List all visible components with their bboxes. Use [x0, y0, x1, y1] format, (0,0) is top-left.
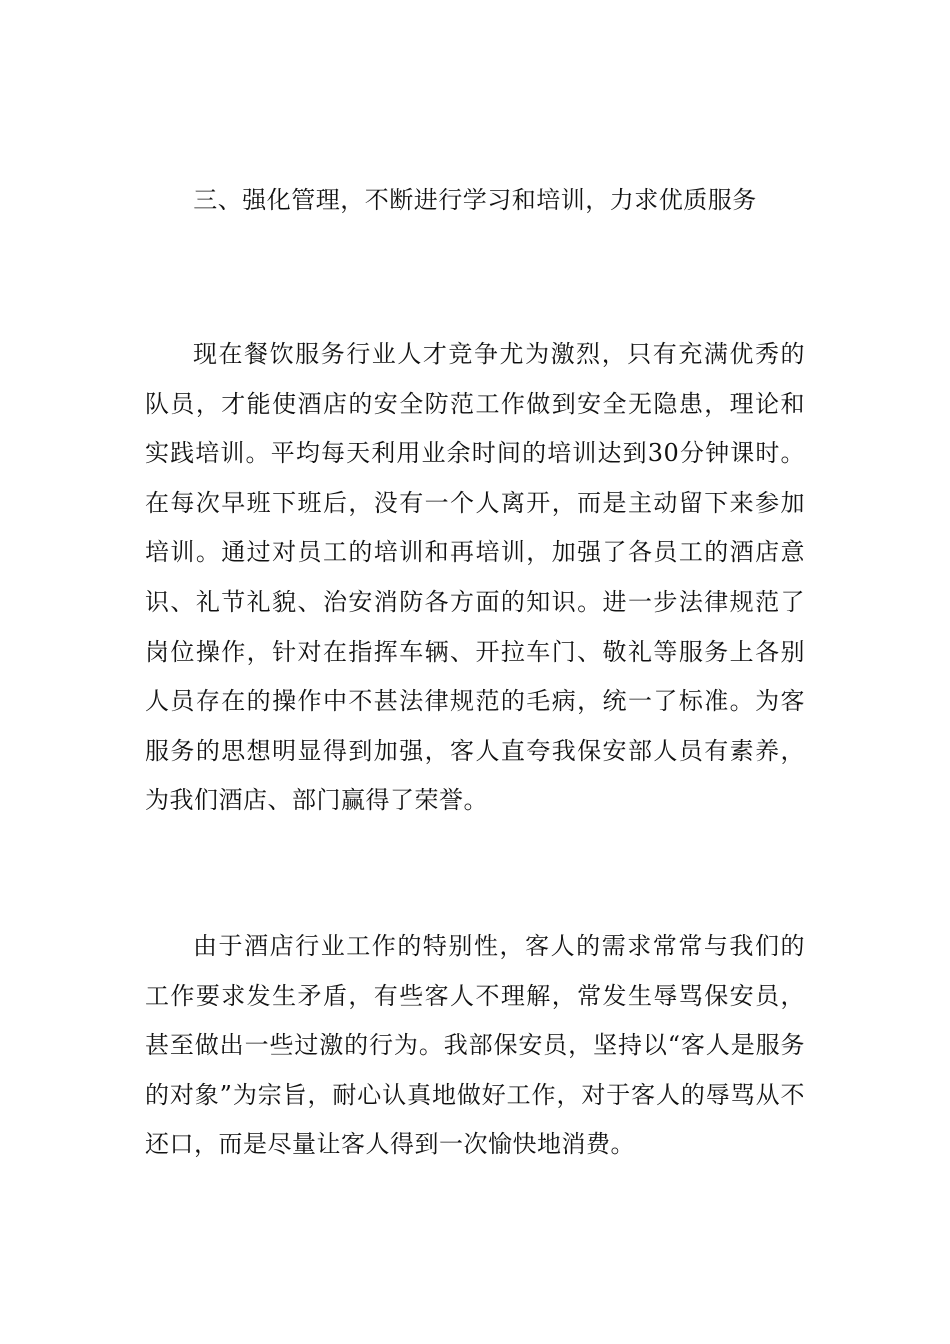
paragraph-customer-conflict: 由于酒店行业工作的特别性，客人的需求常常与我们的工作要求发生矛盾，有些客人不理解，常发生辱骂保安员，甚至做出一些过激的行为。我部保安员，坚持以“客人是服务的对象”为宗旨，耐心认真地做好工作，对于客人的辱骂从不还口，而是尽量让客人得到一次愉快地消费。 [145, 932, 805, 1159]
paragraph-training: 现在餐饮服务行业人才竞争尤为激烈，只有充满优秀的队员，才能使酒店的安全防范工作做到安全无隐患，理论和实践培训。平均每天利用业余时间的培训达到30分钟课时。在每次早班下班后，没有一个人离开，而是主动留下来参加培训。通过对员工的培训和再培训，加强了各员工的酒店意识、礼节礼貌、治安消防各方面的知识。进一步法律规范了岗位操作，针对在指挥车辆、开拉车门、敬礼等服务上各别人员存在的操作中不甚法律规范的毛病，统一了标准。为客服务的思想明显得到加强，客人直夸我保安部人员有素养，为我们酒店、部门赢得了荣誉。 [145, 340, 805, 815]
section-heading: 三、强化管理，不断进行学习和培训，力求优质服务 [193, 186, 757, 214]
